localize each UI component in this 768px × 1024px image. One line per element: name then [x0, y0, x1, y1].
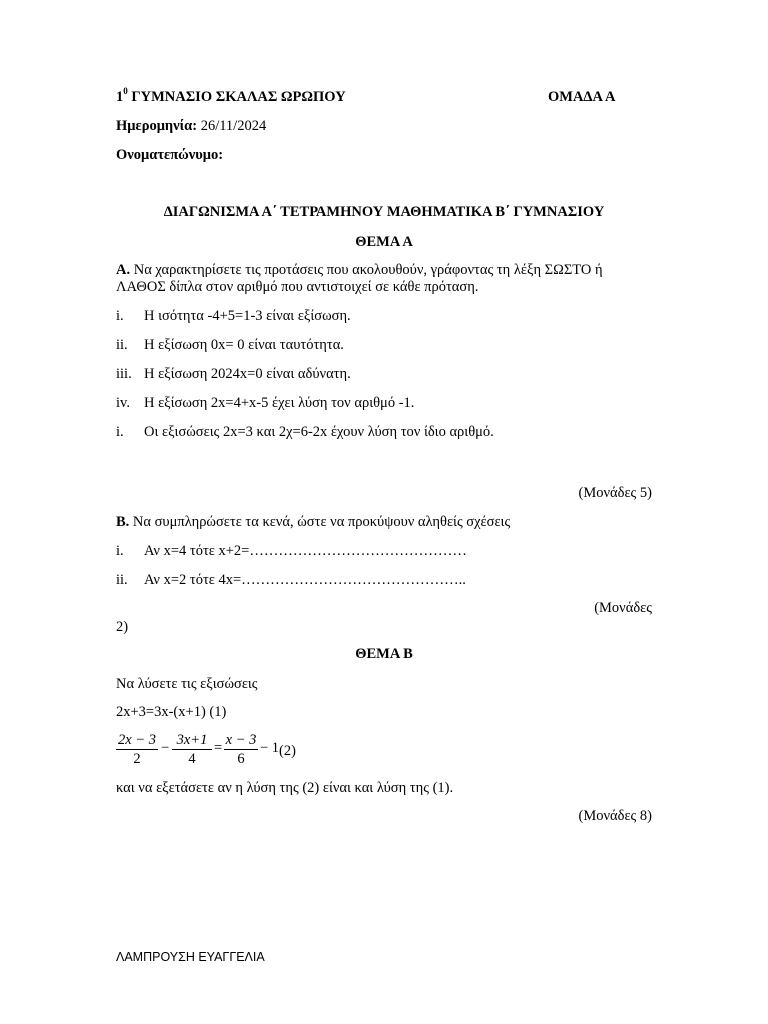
item-number: i. — [116, 424, 124, 440]
item-number: ii. — [116, 572, 128, 588]
item-text: Η ισότητα -4+5=1-3 είναι εξίσωση. — [144, 308, 351, 324]
item-text: Οι εξισώσεις 2x=3 και 2χ=6-2x έχουν λύση τον ίδιο αριθμό. — [144, 424, 494, 440]
points-theme-b: (Μονάδες 8) — [578, 808, 652, 824]
item-text: Η εξίσωση 2x=4+x-5 έχει λύση τον αριθμό -1. — [144, 395, 415, 411]
group-label: ΟΜΑΔΑ Α — [548, 89, 616, 105]
part-a-instruction-cont: ΛΑΘΟΣ δίπλα στον αριθμό που αντιστοιχεί σε κάθε πρόταση. — [116, 279, 479, 295]
points-part-b: (Μονάδες — [594, 600, 652, 616]
minus-sign: − — [161, 740, 170, 756]
equation-tag: (2) — [279, 743, 296, 759]
item-number: i. — [116, 308, 124, 324]
equation-1: 2x+3=3x-(x+1) (1) — [116, 704, 227, 720]
points-part-b-cont: 2) — [116, 619, 129, 635]
points-part-a: (Μονάδες 5) — [578, 485, 652, 501]
fraction: 3x+1 4 — [172, 732, 212, 767]
school-name: $1^0$ ΓΥΜΝΑΣΙΟ ΣΚΑΛΑΣ ΩΡΩΠΟΥ — [116, 86, 346, 105]
fill-in-text: Αν x=2 τότε 4x=……………………………………….. — [144, 572, 466, 588]
fraction: x − 3 6 — [225, 732, 257, 767]
equals-sign: = — [214, 740, 223, 756]
minus-one: − 1 — [260, 740, 280, 756]
theme-a-heading: ΘΕΜΑ Α — [355, 234, 413, 250]
fraction: 2x − 3 2 — [116, 732, 158, 767]
name-label: Ονοματεπώνυμο: — [116, 147, 224, 163]
date-line: Ημερομηνία: 26/11/2024 — [116, 118, 267, 134]
item-number: iii. — [116, 366, 132, 382]
part-b-instruction: Β. Να συμπληρώσετε τα κενά, ώστε να προκύψουν αληθείς σχέσεις — [116, 514, 511, 530]
item-text: Η εξίσωση 0x= 0 είναι ταυτότητα. — [144, 337, 344, 353]
author-footer: ΛΑΜΠΡΟΥΣΗ ΕΥΑΓΓΕΛΙΑ — [116, 950, 265, 964]
part-a-instruction: Α. Να χαρακτηρίσετε τις προτάσεις που ακολουθούν, γράφοντας τη λέξη ΣΩΣΤΟ ή — [116, 262, 603, 278]
exam-title: ΔΙΑΓΩΝΙΣΜΑ Α΄ ΤΕΤΡΑΜΗΝΟΥ ΜΑΘΗΜΑΤΙΚΑ Β΄ ΓΥΜΝΑΣΙΟΥ — [163, 204, 605, 220]
item-number: iv. — [116, 395, 130, 411]
theme-b-question: και να εξετάσετε αν η λύση της (2) είναι και λύση της (1). — [116, 780, 454, 796]
item-text: Η εξίσωση 2024x=0 είναι αδύνατη. — [144, 366, 351, 382]
item-number: i. — [116, 543, 124, 559]
theme-b-heading: ΘΕΜΑ Β — [355, 646, 413, 662]
fill-in-text: Αν x=4 τότε x+2=……………………………………… — [144, 543, 467, 559]
item-number: ii. — [116, 337, 128, 353]
theme-b-instruction: Να λύσετε τις εξισώσεις — [116, 676, 258, 692]
